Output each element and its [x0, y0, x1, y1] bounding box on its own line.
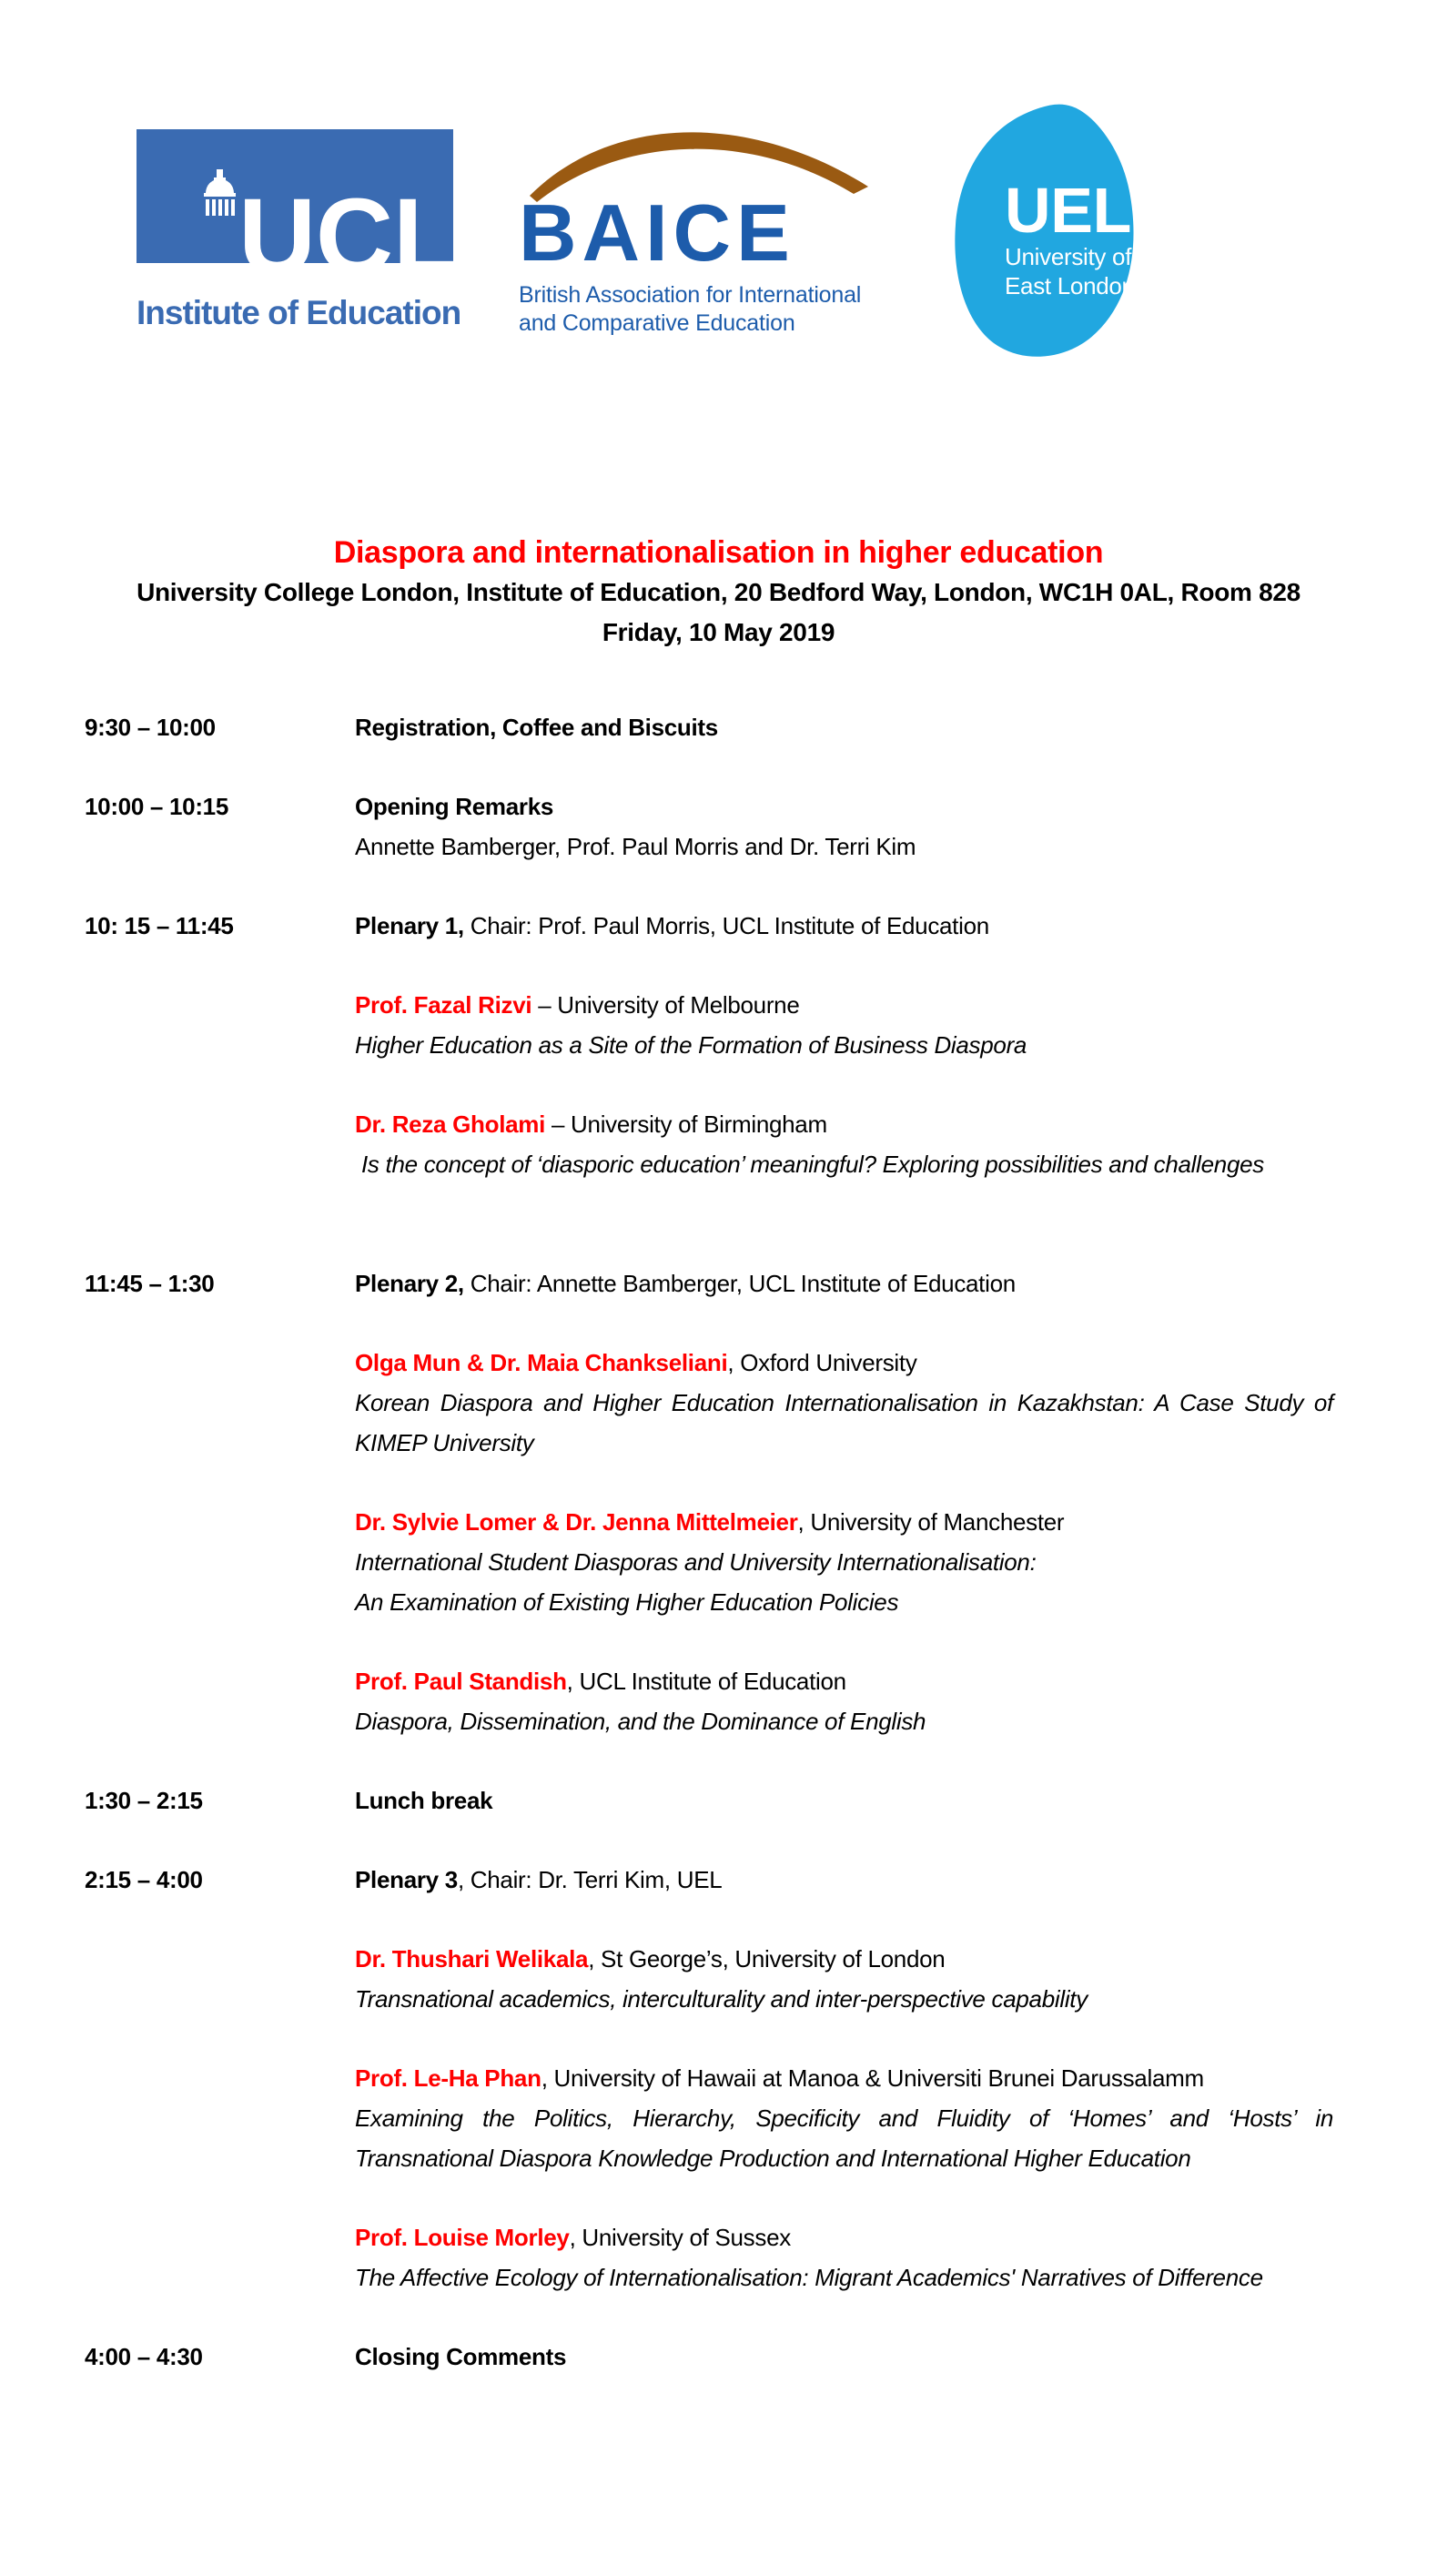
welikala-affiliation: , St George’s, University of London — [588, 1945, 946, 1973]
baice-tagline-line2: and Comparative Education — [519, 310, 795, 336]
schedule-row-opening-remarks — [85, 786, 1333, 867]
rizvi-name: Prof. Fazal Rizvi — [355, 991, 532, 1019]
lomer-affiliation: , University of Manchester — [797, 1508, 1065, 1536]
schedule-row-plenary2 — [85, 1263, 1333, 1303]
baice-tagline-line1: British Association for International — [519, 282, 862, 308]
standish-affiliation: , UCL Institute of Education — [566, 1668, 846, 1695]
schedule-row-registration — [85, 707, 1333, 747]
standish-paper-title: Diaspora, Dissemination, and the Dominance of English — [355, 1708, 926, 1735]
time-plenary3: 2:15 – 4:00 — [85, 1866, 203, 1893]
time-spacer — [85, 1502, 355, 1622]
closing-title: Closing Comments — [355, 2343, 567, 2370]
registration-title: Registration, Coffee and Biscuits — [355, 714, 718, 741]
phan-paper-title-line2: Transnational Diaspora Knowledge Production and International Higher Education — [355, 2145, 1191, 2172]
lunch-title: Lunch break — [355, 1787, 493, 1814]
gholami-paper-title: Is the concept of ‘diasporic education’ meaningful? Exploring possibilities and challenges — [361, 1151, 1264, 1178]
opening-title: Opening Remarks — [355, 793, 554, 820]
logo-strip — [0, 96, 1437, 455]
baice-acronym: BAICE — [519, 188, 795, 278]
mun-affiliation: , Oxford University — [727, 1349, 917, 1376]
schedule — [0, 707, 1437, 2377]
ucl-logo-icon — [137, 129, 459, 297]
uel-acronym: UEL — [1005, 175, 1132, 246]
baice-logo — [519, 114, 883, 338]
uel-blob-icon — [946, 96, 1156, 369]
morley-paper-title: The Affective Ecology of Internationalisation: Migrant Academics' Narratives of Difference — [355, 2264, 1263, 2291]
morley-name: Prof. Louise Morley — [355, 2224, 570, 2251]
time-spacer — [85, 2058, 355, 2178]
welikala-paper-title: Transnational academics, interculturality and inter-perspective capability — [355, 1985, 1088, 2013]
uel-sub-line2: East London — [1005, 272, 1135, 299]
ucl-caption: Institute of Education — [137, 294, 461, 331]
opening-speakers: Annette Bamberger, Prof. Paul Morris and Dr. Terri Kim — [355, 833, 916, 860]
rizvi-affiliation: – University of Melbourne — [531, 991, 800, 1019]
plenary2-chair: Chair: Annette Bamberger, UCL Institute of Education — [463, 1270, 1016, 1297]
phan-affiliation: , University of Hawaii at Manoa & Universiti Brunei Darussalamm — [541, 2064, 1204, 2092]
phan-speaker-line — [355, 2058, 1333, 2098]
time-closing: 4:00 – 4:30 — [85, 2343, 203, 2370]
talk-standish — [85, 1661, 1333, 1741]
phan-paper-title-line1: Examining the Politics, Hierarchy, Specificity and Fluidity of ‘Homes’ and ‘Hosts’ in — [355, 2104, 1333, 2132]
plenary2-title: Plenary 2, — [355, 1270, 464, 1297]
time-spacer — [85, 985, 355, 1065]
talk-morley — [85, 2217, 1333, 2297]
talk-lomer-mittelmeier — [85, 1502, 1333, 1622]
time-plenary1: 10: 15 – 11:45 — [85, 912, 234, 939]
uel-logo — [946, 96, 1156, 373]
time-plenary2: 11:45 – 1:30 — [85, 1270, 215, 1297]
time-registration: 9:30 – 10:00 — [85, 714, 216, 741]
plenary1-title: Plenary 1, — [355, 912, 464, 939]
gholami-speaker-line — [355, 1104, 1333, 1144]
lomer-paper-title-line1: International Student Diasporas and University Internationalisation: — [355, 1548, 1037, 1576]
venue-line: University College London, Institute of Education, 20 Bedford Way, London, WC1H 0AL, Room 828 — [137, 578, 1300, 606]
schedule-row-plenary3 — [85, 1860, 1333, 1900]
standish-name: Prof. Paul Standish — [355, 1668, 567, 1695]
schedule-row-closing — [85, 2337, 1333, 2377]
lomer-speaker-line — [355, 1502, 1333, 1542]
plenary3-heading — [355, 1860, 1333, 1900]
rizvi-paper-title: Higher Education as a Site of the Formation of Business Diaspora — [355, 1031, 1027, 1059]
ucl-acronym: UCL — [238, 177, 459, 297]
plenary3-chair: , Chair: Dr. Terri Kim, UEL — [457, 1866, 723, 1893]
mun-paper-title-line1: Korean Diaspora and Higher Education Internationalisation in Kazakhstan: A Case Study of — [355, 1389, 1333, 1416]
ucl-ioe-logo — [137, 129, 473, 332]
talk-mun-chankseliani — [85, 1343, 1333, 1463]
mun-speaker-line — [355, 1343, 1333, 1383]
phan-name: Prof. Le-Ha Phan — [355, 2064, 541, 2092]
page-title: Diaspora and internationalisation in higher education — [333, 535, 1104, 570]
plenary1-chair: Chair: Prof. Paul Morris, UCL Institute of Education — [463, 912, 989, 939]
mun-names: Olga Mun & Dr. Maia Chankseliani — [355, 1349, 728, 1376]
talk-welikala — [85, 1939, 1333, 2019]
lomer-names: Dr. Sylvie Lomer & Dr. Jenna Mittelmeier — [355, 1508, 798, 1536]
time-spacer — [85, 1104, 355, 1184]
lomer-paper-title-line2: An Examination of Existing Higher Education Policies — [355, 1588, 899, 1616]
standish-speaker-line — [355, 1661, 1333, 1701]
time-spacer — [85, 1343, 355, 1463]
schedule-row-lunch — [85, 1780, 1333, 1820]
gholami-name: Dr. Reza Gholami — [355, 1111, 546, 1138]
schedule-row-plenary1 — [85, 906, 1333, 946]
morley-affiliation: , University of Sussex — [569, 2224, 791, 2251]
talk-phan — [85, 2058, 1333, 2178]
time-lunch: 1:30 – 2:15 — [85, 1787, 203, 1814]
rizvi-speaker-line — [355, 985, 1333, 1025]
welikala-speaker-line — [355, 1939, 1333, 1979]
mun-paper-title-line2: KIMEP University — [355, 1429, 534, 1456]
time-opening: 10:00 – 10:15 — [85, 793, 229, 820]
plenary2-heading — [355, 1263, 1333, 1303]
welikala-name: Dr. Thushari Welikala — [355, 1945, 589, 1973]
plenary1-heading — [355, 906, 1333, 946]
morley-speaker-line — [355, 2217, 1333, 2257]
time-spacer — [85, 2217, 355, 2297]
date-line: Friday, 10 May 2019 — [602, 618, 835, 646]
talk-rizvi — [85, 985, 1333, 1065]
talk-gholami — [85, 1104, 1333, 1184]
baice-tagline — [519, 281, 883, 338]
time-spacer — [85, 1661, 355, 1741]
uel-sub-line1: University of — [1005, 243, 1132, 270]
plenary3-title: Plenary 3 — [355, 1866, 458, 1893]
gholami-affiliation: – University of Birmingham — [545, 1111, 827, 1138]
time-spacer — [85, 1939, 355, 2019]
